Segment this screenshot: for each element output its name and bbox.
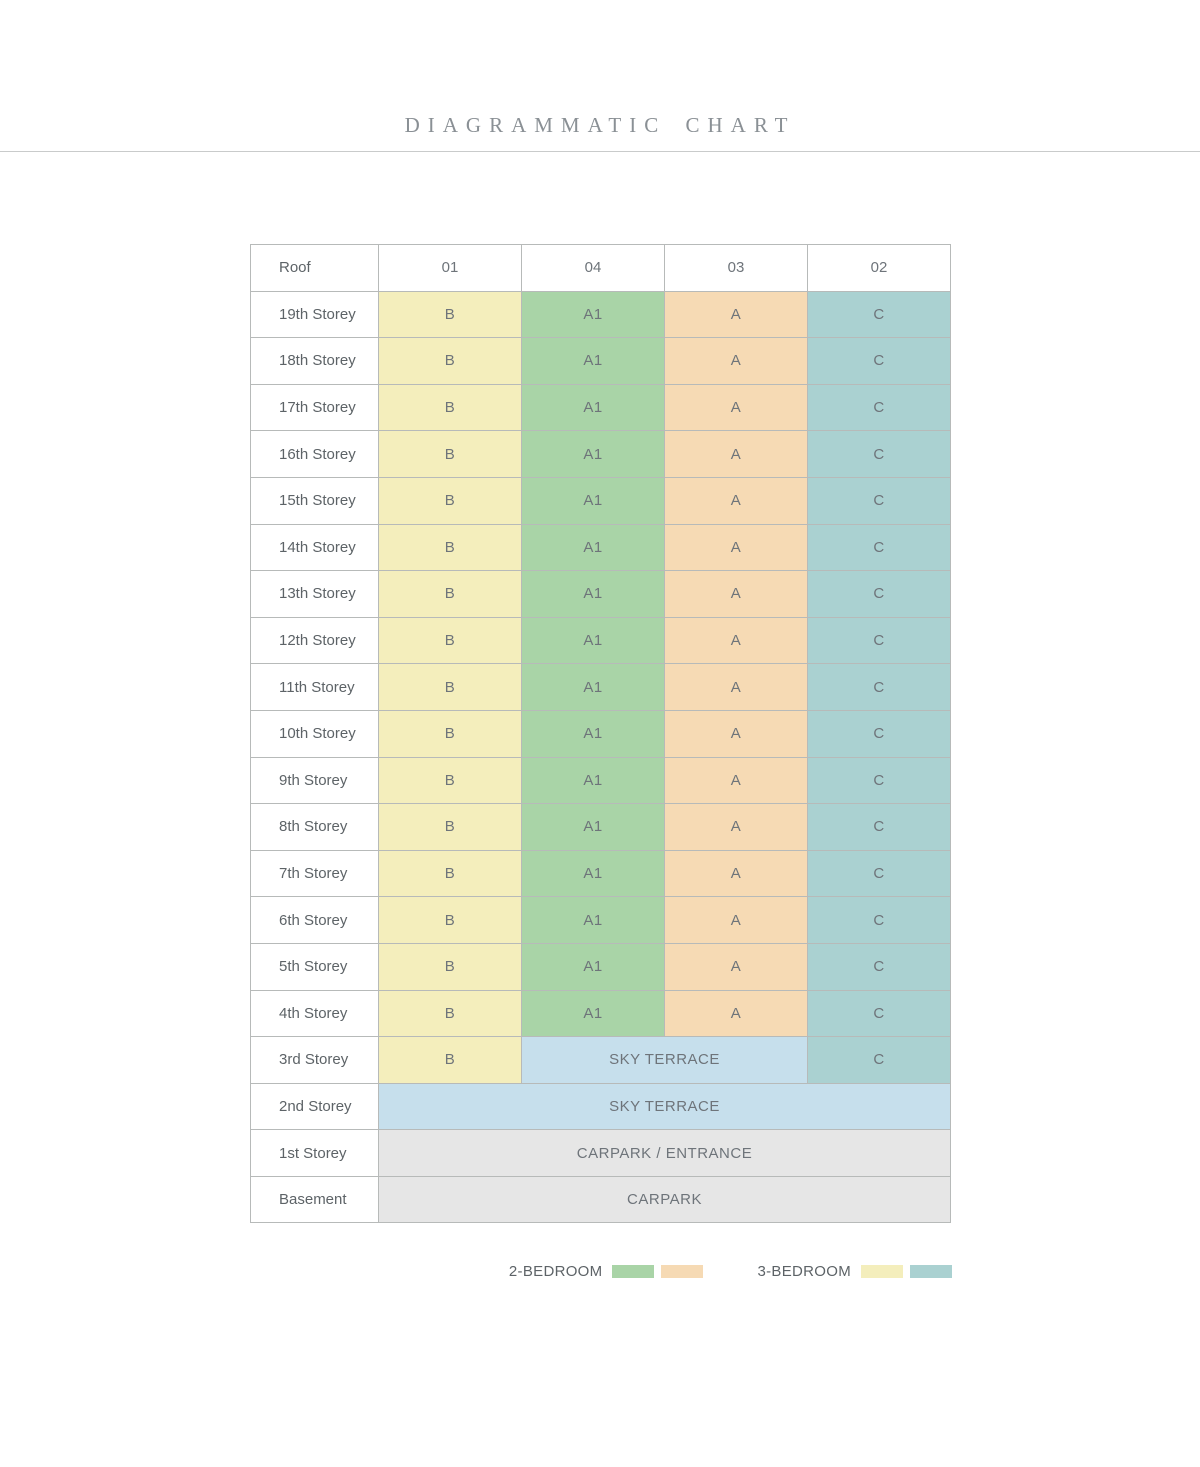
storey-label: 3rd Storey [251,1037,379,1084]
column-header-03: 03 [665,245,808,292]
table-row [251,850,951,897]
unit-cell: A1 [522,384,665,431]
table-row [251,804,951,851]
table-row [251,431,951,478]
storey-label: 18th Storey [251,338,379,385]
unit-cell: C [808,384,951,431]
table-row [251,1130,951,1177]
unit-cell: A [665,897,808,944]
unit-cell: SKY TERRACE [522,1037,808,1084]
unit-cell: A1 [522,524,665,571]
unit-cell: A1 [522,804,665,851]
legend-label: 2-BEDROOM [508,1263,603,1281]
unit-cell: A1 [522,757,665,804]
legend-label: 3-BEDROOM [757,1263,851,1281]
unit-cell: C [808,431,951,478]
unit-cell: B [379,524,522,571]
unit-cell: A [665,617,808,664]
table-row [251,338,951,385]
unit-cell: B [379,850,522,897]
unit-cell: C [808,850,951,897]
storey-label: 6th Storey [251,897,379,944]
unit-cell: A1 [522,291,665,338]
unit-cell: C [808,943,951,990]
peach-swatch [661,1265,703,1278]
unit-cell: C [808,477,951,524]
unit-cell: A [665,477,808,524]
column-header-02: 02 [808,245,951,292]
teal-swatch [910,1265,952,1278]
unit-cell: A [665,431,808,478]
unit-cell: CARPARK / ENTRANCE [379,1130,951,1177]
table-row [251,710,951,757]
table-row [251,990,951,1037]
unit-cell: A [665,943,808,990]
unit-cell: B [379,1037,522,1084]
unit-cell: B [379,338,522,385]
unit-cell: A [665,710,808,757]
header-divider [0,151,1200,152]
unit-cell: A [665,804,808,851]
storey-label: 12th Storey [251,617,379,664]
unit-cell: C [808,571,951,618]
unit-cell: A1 [522,897,665,944]
unit-cell: B [379,664,522,711]
unit-cell: A1 [522,664,665,711]
storey-label: 17th Storey [251,384,379,431]
unit-cell: C [808,757,951,804]
table-header-row [251,245,951,292]
unit-cell: A [665,338,808,385]
table-row [251,664,951,711]
storey-label: 10th Storey [251,710,379,757]
unit-cell: A [665,990,808,1037]
unit-cell: A [665,291,808,338]
table-row [251,943,951,990]
table-row [251,384,951,431]
unit-cell: B [379,477,522,524]
table-row [251,617,951,664]
storey-label: 5th Storey [251,943,379,990]
unit-cell: B [379,710,522,757]
unit-cell: C [808,664,951,711]
table-row [251,1176,951,1223]
green-swatch [612,1265,654,1278]
unit-cell: C [808,710,951,757]
unit-cell: C [808,524,951,571]
unit-cell: A1 [522,477,665,524]
storey-label: 9th Storey [251,757,379,804]
storey-label: Basement [251,1176,379,1223]
legend-group [509,1263,704,1280]
unit-cell: A [665,384,808,431]
unit-cell: B [379,571,522,618]
unit-cell: C [808,804,951,851]
table-row [251,291,951,338]
unit-cell: A1 [522,571,665,618]
storey-label: 16th Storey [251,431,379,478]
storey-label: 1st Storey [251,1130,379,1177]
storey-label: 14th Storey [251,524,379,571]
column-header-04: 04 [522,245,665,292]
diagrammatic-chart-table [250,244,951,1223]
unit-cell: A [665,571,808,618]
storey-label: 7th Storey [251,850,379,897]
unit-cell: C [808,338,951,385]
storey-label: 19th Storey [251,291,379,338]
legend [250,1263,952,1280]
unit-cell: C [808,291,951,338]
unit-cell: C [808,897,951,944]
table-body [251,291,951,1223]
table-row [251,897,951,944]
storey-label: 2nd Storey [251,1083,379,1130]
unit-cell: B [379,897,522,944]
table-row [251,1083,951,1130]
unit-cell: A1 [522,850,665,897]
unit-cell: B [379,291,522,338]
unit-cell: B [379,617,522,664]
table-row [251,757,951,804]
unit-cell: A [665,850,808,897]
unit-cell: A1 [522,431,665,478]
column-header-01: 01 [379,245,522,292]
unit-cell: B [379,384,522,431]
unit-cell: CARPARK [379,1176,951,1223]
roof-label: Roof [251,245,379,292]
unit-cell: A1 [522,617,665,664]
unit-cell: C [808,990,951,1037]
table-row [251,477,951,524]
unit-cell: A [665,524,808,571]
legend-group [757,1263,952,1280]
unit-cell: C [808,1037,951,1084]
unit-cell: A1 [522,990,665,1037]
storey-label: 8th Storey [251,804,379,851]
unit-cell: B [379,804,522,851]
unit-cell: B [379,943,522,990]
unit-cell: B [379,990,522,1037]
unit-cell: A [665,757,808,804]
unit-cell: B [379,757,522,804]
table-row [251,1037,951,1084]
yellow-swatch [861,1265,903,1278]
unit-cell: C [808,617,951,664]
storey-label: 15th Storey [251,477,379,524]
unit-cell: A1 [522,338,665,385]
unit-cell: B [379,431,522,478]
storey-label: 4th Storey [251,990,379,1037]
unit-cell: A1 [522,943,665,990]
table-row [251,571,951,618]
storey-label: 13th Storey [251,571,379,618]
unit-cell: SKY TERRACE [379,1083,951,1130]
unit-cell: A [665,664,808,711]
page-title: DIAGRAMMATIC CHART [404,113,796,137]
unit-cell: A1 [522,710,665,757]
storey-label: 11th Storey [251,664,379,711]
table-row [251,524,951,571]
